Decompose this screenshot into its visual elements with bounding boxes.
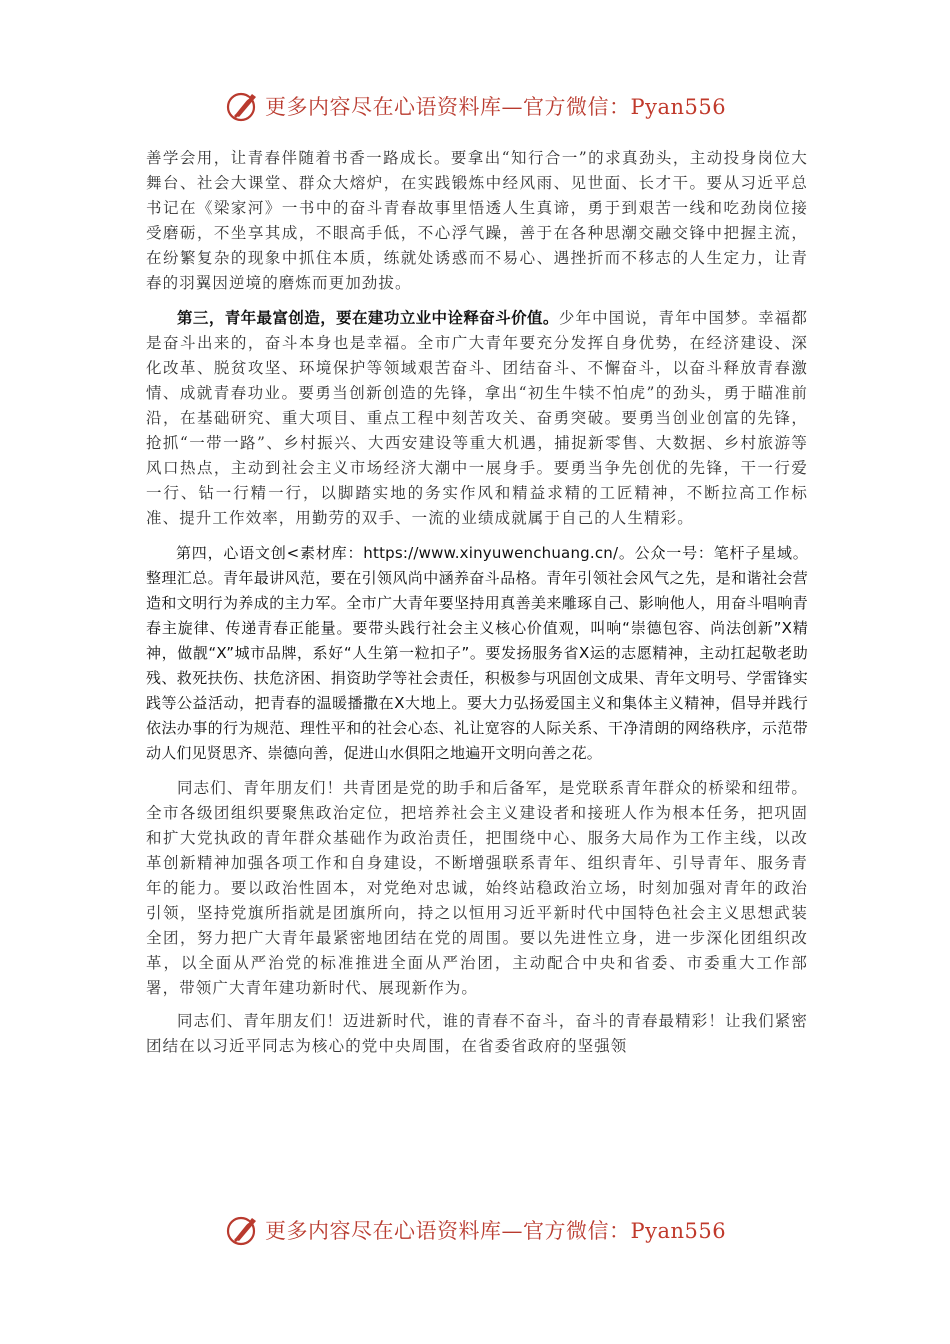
quill-logo-icon [225,88,261,124]
header-banner [225,86,745,126]
paragraph-1: 善学会用，让青春伴随着书香一路成长。要拿出“知行合一”的求真劲头，主动投身岗位大舞台、社会大课堂、群众大熔炉，在实践锻炼中经风雨、见世面、长才干。要从习近平总书记在《梁家河》一书中的奋斗青春故事里悟透人生真谛，勇于到艰苦一线和吃劲岗位接受磨砺，不坐享其成，不眼高手低，不心浮气躁，善于在各种思潮交融交锋中把握主流，在纷繁复杂的现象中抓住本质，练就处诱惑而不易心、遇挫折而不移志的人生定力，让青春的羽翼因逆境的磨炼而更加劲拔。 [146,149,808,292]
footer-banner [225,1210,745,1250]
paragraph-4: 同志们、青年朋友们！共青团是党的助手和后备军，是党联系青年群众的桥梁和纽带。全市各级团组织要聚焦政治定位，把培养社会主义建设者和接班人作为根本任务，把巩固和扩大党执政的青年群众基础作为政治责任，把围绕中心、服务大局作为工作主线，以改革创新精神加强各项工作和自身建设，不断增强联系青年、组织青年、引导青年、服务青年的能力。要以政治性固本，对党绝对忠诚，始终站稳政治立场，时刻加强对青年的政治引领，坚持党旗所指就是团旗所向，持之以恒用习近平新时代中国特色社会主义思想武装全团，努力把广大青年最紧密地团结在党的周围。要以先进性立身，进一步深化团组织改革，以全面从严治党的标准推进全面从严治团，主动配合中央和省委、市委重大工作部署，带领广大青年建功新时代、展现新作为。 [146,779,808,997]
document-body [146,146,808,1059]
header-banner-text: 更多内容尽在心语资料库—官方微信：Pyan556 [265,95,727,119]
quill-logo-icon [225,1212,261,1248]
section-heading-3: 第三，青年最富创造，要在建功立业中诠释奋斗价值。 [177,309,559,327]
paragraph-5: 同志们、青年朋友们！迈进新时代，谁的青春不奋斗，奋斗的青春最精彩！让我们紧密团结在以习近平同志为核心的党中央周围，在省委省政府的坚强领 [146,1012,808,1055]
footer-banner-text: 更多内容尽在心语资料库—官方微信：Pyan556 [265,1219,727,1243]
paragraph-2: 第三，青年最富创造，要在建功立业中诠释奋斗价值。少年中国说，青年中国梦。幸福都是奋斗出来的，奋斗本身也是幸福。全市广大青年要充分发挥自身优势，在经济建设、深化改革、脱贫攻坚、环境保护等领域艰苦奋斗、团结奋斗、不懈奋斗，以奋斗释放青春激情、成就青春功业。要勇当创新创造的先锋，拿出“初生牛犊不怕虎”的劲头，勇于瞄准前沿，在基础研究、重大项目、重点工程中刻苦攻关、奋勇突破。要勇当创业创富的先锋，抢抓“一带一路”、乡村振兴、大西安建设等重大机遇，捕捉新零售、大数据、乡村旅游等风口热点，主动到社会主义市场经济大潮中一展身手。要勇当争先创优的先锋，干一行爱一行、钻一行精一行，以脚踏实地的务实作风和精益求精的工匠精神，不断拉高工作标准、提升工作效率，用勤劳的双手、一流的业绩成就属于自己的人生精彩。 [146,309,808,527]
paragraph-3: 第四，心语文创<素材库：https://www.xinyuwenchuang.cn/。公众一号：笔杆子星域。整理汇总。青年最讲风范，要在引领风尚中涵养奋斗品格。青年引领社会风气之先，是和谐社会营造和文明行为养成的主力军。全市广大青年要坚持用真善美来雕琢自己、影响他人，用奋斗唱响青春主旋律、传递青春正能量。要带头践行社会主义核心价值观，叫响“崇德包容、尚法创新”X精神，做靓“X”城市品牌，系好“人生第一粒扣子”。要发扬服务省X运的志愿精神，主动扛起敬老助残、救死扶伤、扶危济困、捐资助学等社会责任，积极参与巩固创文成果、青年文明号、学雷锋实践等公益活动，把青春的温暖播撒在X大地上。要大力弘扬爱国主义和集体主义精神，倡导并践行依法办事的行为规范、理性平和的社会心态、礼让宽容的人际关系、干净清朗的网络秩序，示范带动人们见贤思齐、崇德向善，促进山水俱阳之地遍开文明向善之花。 [146,544,808,762]
